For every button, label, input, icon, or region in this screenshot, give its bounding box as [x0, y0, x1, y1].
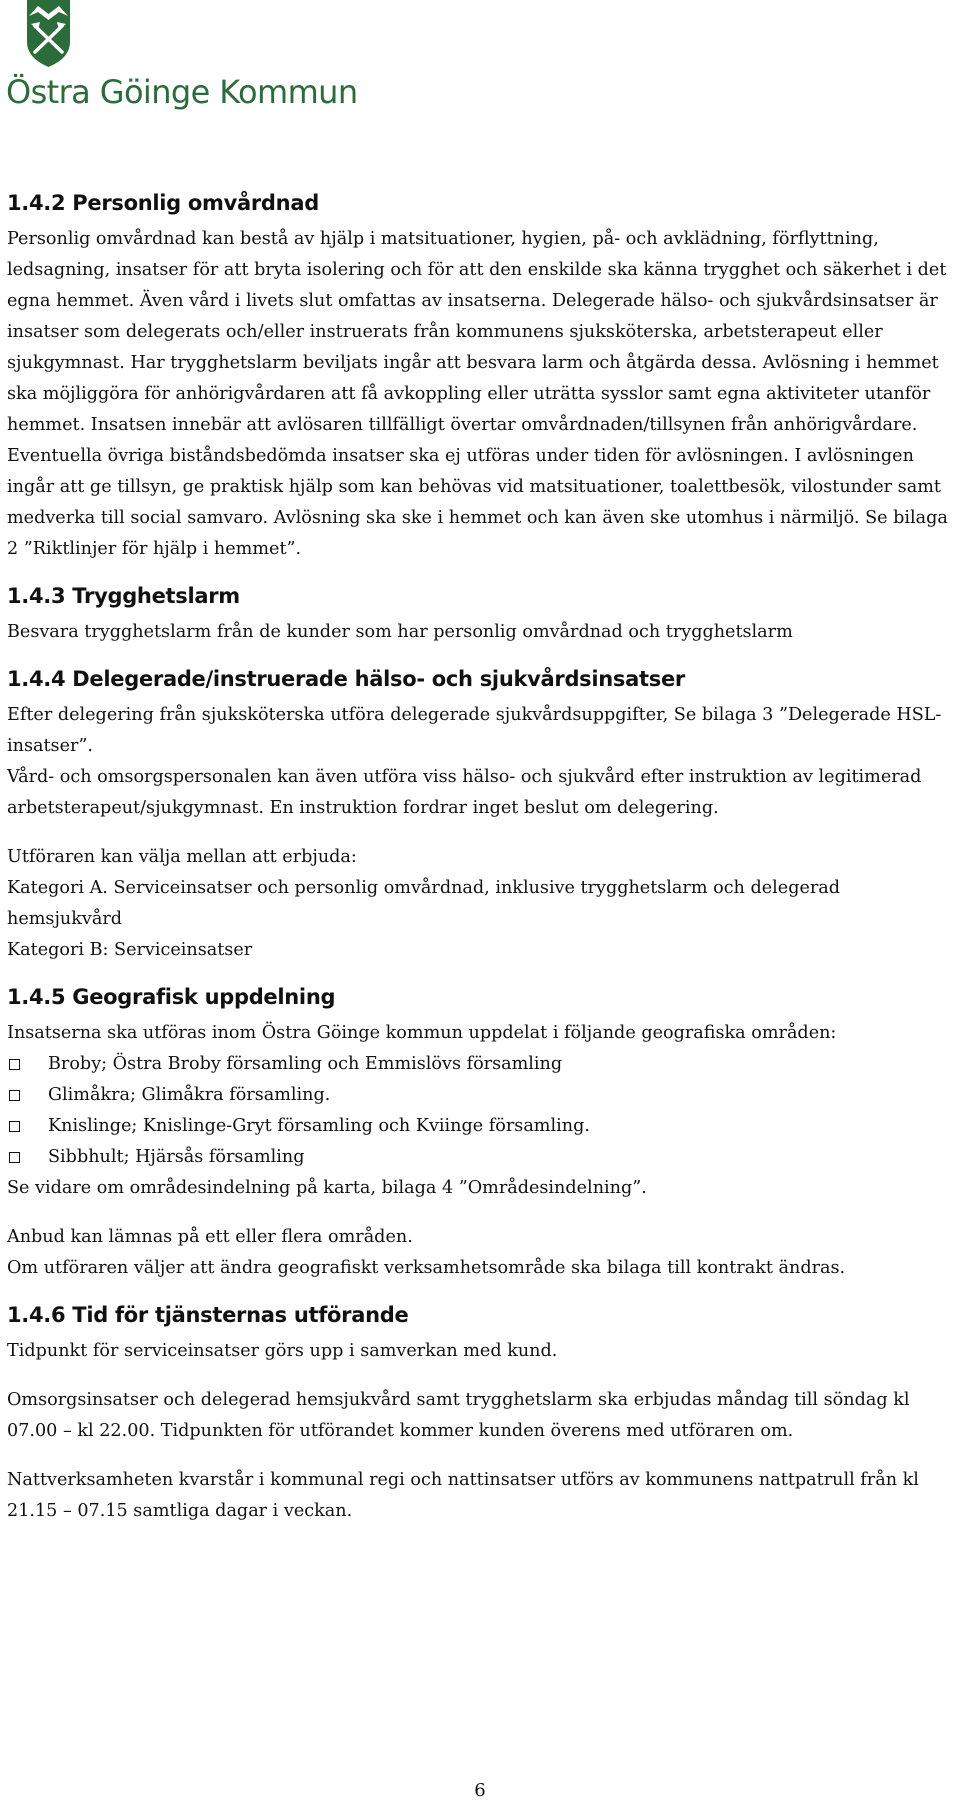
paragraph-offer-options: Utföraren kan välja mellan att erbjuda:	[7, 847, 357, 867]
list-item: Glimåkra; Glimåkra församling.	[7, 1080, 953, 1111]
paragraph-category-b: Kategori B: Serviceinsatser	[7, 940, 253, 960]
coat-of-arms-icon	[26, 0, 71, 68]
square-bullet-icon	[9, 1152, 20, 1163]
section-heading-1-4-6: 1.4.6 Tid för tjänsternas utförande	[7, 1303, 409, 1327]
square-bullet-icon	[9, 1121, 20, 1132]
section-heading-1-4-2: 1.4.2 Personlig omvårdnad	[7, 191, 319, 215]
paragraph-map-reference: Se vidare om områdesindelning på karta, bilaga 4 ”Områdesindelning”.	[7, 1178, 647, 1198]
square-bullet-icon	[9, 1059, 20, 1070]
paragraph-delegation: Efter delegering från sjuksköterska utföra delegerade sjukvårdsuppgifter, Se bilaga 3 ”Delegerade HSL-insatser”.	[7, 705, 942, 756]
paragraph-geo-intro: Insatserna ska utföras inom Östra Göinge kommun uppdelat i följande geografiska områden:	[7, 1023, 837, 1043]
document-body	[7, 186, 953, 1527]
paragraph-service-time: Tidpunkt för serviceinsatser görs upp i samverkan med kund.	[7, 1341, 558, 1361]
page-number: 6	[474, 1780, 486, 1801]
logo-wordmark: Östra Göinge Kommun	[6, 73, 358, 111]
list-item: Broby; Östra Broby församling och Emmislövs församling	[7, 1049, 953, 1080]
square-bullet-icon	[9, 1090, 20, 1101]
paragraph-area-change: Om utföraren väljer att ändra geografiskt verksamhetsområde ska bilaga till kontrakt ändras.	[7, 1258, 846, 1278]
list-item: Sibbhult; Hjärsås församling	[7, 1142, 953, 1173]
paragraph-personal-care: Personlig omvårdnad kan bestå av hjälp i matsituationer, hygien, på- och avklädning, förflyttning, ledsagning, insatser för att bryta isolering och för att den enskilde ska känna trygghet och säkerhet i det egna hemmet. Även vård i livets slut omfattas av insatserna. Delegerade hälso- och sjukvårdsinsatser är insatser som delegerats och/eller instruerats från kommunens sjuksköterska, arbetsterapeut eller sjukgymnast. Har trygghetslarm beviljats ingår att besvara larm och åtgärda dessa. Avlösning i hemmet ska möjliggöra för anhörigvårdaren att få avkoppling eller uträtta sysslor samt egna aktiviteter utanför hemmet. Insatsen innebär att avlösaren tillfälligt övertar omvårdnaden/tillsynen från anhörigvårdare. Eventuella övriga biståndsbedömda insatser ska ej utföras under tiden för avlösningen. I avlösningen ingår att ge tillsyn, ge praktisk hjälp som kan behövas vid matsituationer, toalettbesök, vilostunder samt medverka till social samvaro. Avlösning ska ske i hemmet och kan även ske utomhus i närmiljö. Se bilaga 2 ”Riktlinjer för hjälp i hemmet”.	[7, 229, 948, 559]
paragraph-safety-alarm: Besvara trygghetslarm från de kunder som har personlig omvårdnad och trygghetslarm	[7, 622, 793, 642]
list-item: Knislinge; Knislinge-Gryt församling och Kviinge församling.	[7, 1111, 953, 1142]
paragraph-category-a: Kategori A. Serviceinsatser och personlig omvårdnad, inklusive trygghetslarm och delegerad hemsjukvård	[7, 878, 841, 929]
section-heading-1-4-3: 1.4.3 Trygghetslarm	[7, 584, 240, 608]
municipality-logo	[6, 0, 358, 115]
paragraph-instruction: Vård- och omsorgspersonalen kan även utföra viss hälso- och sjukvård efter instruktion av legitimerad arbetsterapeut/sjukgymnast. En instruktion fordrar inget beslut om delegering.	[7, 767, 922, 818]
area-list	[7, 1049, 953, 1173]
paragraph-night-service: Nattverksamheten kvarstår i kommunal regi och nattinsatser utförs av kommunens nattpatrull från kl 21.15 – 07.15 samtliga dagar i veckan.	[7, 1470, 919, 1521]
paragraph-care-hours: Omsorgsinsatser och delegerad hemsjukvård samt trygghetslarm ska erbjudas måndag till söndag kl 07.00 – kl 22.00. Tidpunkten för utförandet kommer kunden överens med utföraren om.	[7, 1390, 910, 1441]
paragraph-bid-areas: Anbud kan lämnas på ett eller flera områden.	[7, 1227, 413, 1247]
section-heading-1-4-4: 1.4.4 Delegerade/instruerade hälso- och sjukvårdsinsatser	[7, 667, 685, 691]
section-heading-1-4-5: 1.4.5 Geografisk uppdelning	[7, 985, 336, 1009]
